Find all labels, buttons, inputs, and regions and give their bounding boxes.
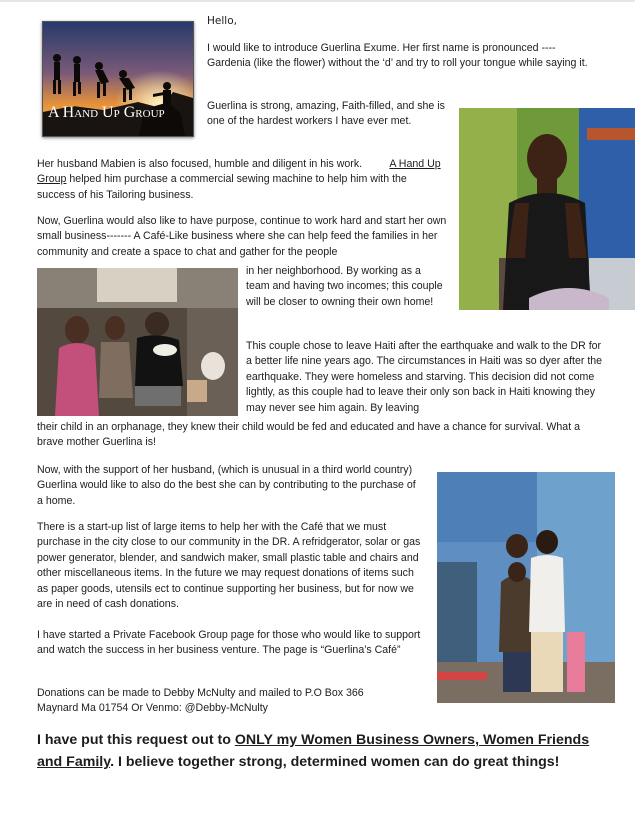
- paragraph-business-cont: in her neighborhood. By working as a team and having two incomes; this couple will be closer to owning their own home!: [246, 265, 443, 308]
- paragraph-donations: [37, 686, 432, 717]
- paragraph-support: Now, with the support of her husband, (which is unusual in a third world country) Guerlina would like to also do the best she can by contributing to the purchase of a home.: [37, 464, 416, 507]
- photo-group-gathering: [37, 268, 238, 416]
- paragraph-facebook-group: I have started a Private Facebook Group page for those who would like to support and watch the success in her business venture. The page is “Guerlina’s Café”: [37, 629, 421, 657]
- page-top-border: [0, 0, 635, 2]
- donations-line-1: Donations can be made to Debby McNulty and mailed to P.O Box 366: [37, 687, 364, 699]
- photo-couple-image: [437, 472, 615, 703]
- closing-text-b: . I believe together strong, determined women can do great things!: [110, 754, 560, 770]
- greeting: Hello,: [207, 15, 237, 27]
- photo-portrait-image: [459, 108, 635, 310]
- paragraph-husband: [37, 157, 447, 203]
- hand-up-group-logo: [42, 21, 194, 137]
- photo-guerlina-portrait: [459, 108, 635, 310]
- paragraph-couple-history-cont: their child in an orphanage, they knew their child would be fed and educated and have a chance for survival. What a brave mother Guerlina is!: [37, 421, 580, 449]
- photo-couple: [437, 472, 615, 703]
- donations-line-2: Maynard Ma 01754 Or Venmo: @Debby-McNulty: [37, 702, 268, 715]
- paragraph-business-intro: Now, Guerlina would also like to have purpose, continue to work hard and start her own small business------- A Café-Like business where she can help feed the families in her community and create a space to chat and gather for the people: [37, 215, 447, 258]
- logo-text: A Hand Up Group: [48, 104, 165, 121]
- hand-up-group-link[interactable]: A Hand Up Group: [37, 158, 441, 186]
- photo-group-image: [37, 268, 238, 416]
- paragraph-guerlina-strong: Guerlina is strong, amazing, Faith-filled, and she is one of the hardest workers I have ever met.: [207, 100, 445, 128]
- closing-text-a: I have put this request out to: [37, 732, 235, 748]
- husband-text-b: helped him purchase a commercial sewing machine to help him with the success of his Tailoring business.: [37, 173, 407, 201]
- closing-underlined: ONLY my Women Business Owners, Women Friends and Family: [37, 732, 590, 770]
- closing-statement: [37, 729, 597, 773]
- paragraph-couple-history: This couple chose to leave Haiti after the earthquake and walk to the DR for a better life nine years ago. The circumstances in Haiti was so dyer after the earthquake. They were homeless and starving. This decision did not come lightly, as this couple had to leave their only son back in Haiti knowing they may never see him again. By leaving: [246, 340, 603, 414]
- paragraph-start-up-list: There is a start-up list of large items to help her with the Café that we must purchase in the city close to our community in the DR. A refridgerator, solar or gas power generator, blender, and sandwich maker, small plastic table and chairs and other miscellaneous items. In the future we may request donations of items such as paper goods, utensils ect to continue supporting her business, but for now we are in need of cash donations.: [37, 521, 421, 611]
- paragraph-introduction: I would like to introduce Guerlina Exume. Her first name is pronounced ---- Gardenia (like the flower) without the ‘d’ and try to roll your tongue while saying it.: [207, 42, 588, 70]
- husband-text-a: Her husband Mabien is also focused, humble and diligent in his work.: [37, 158, 363, 170]
